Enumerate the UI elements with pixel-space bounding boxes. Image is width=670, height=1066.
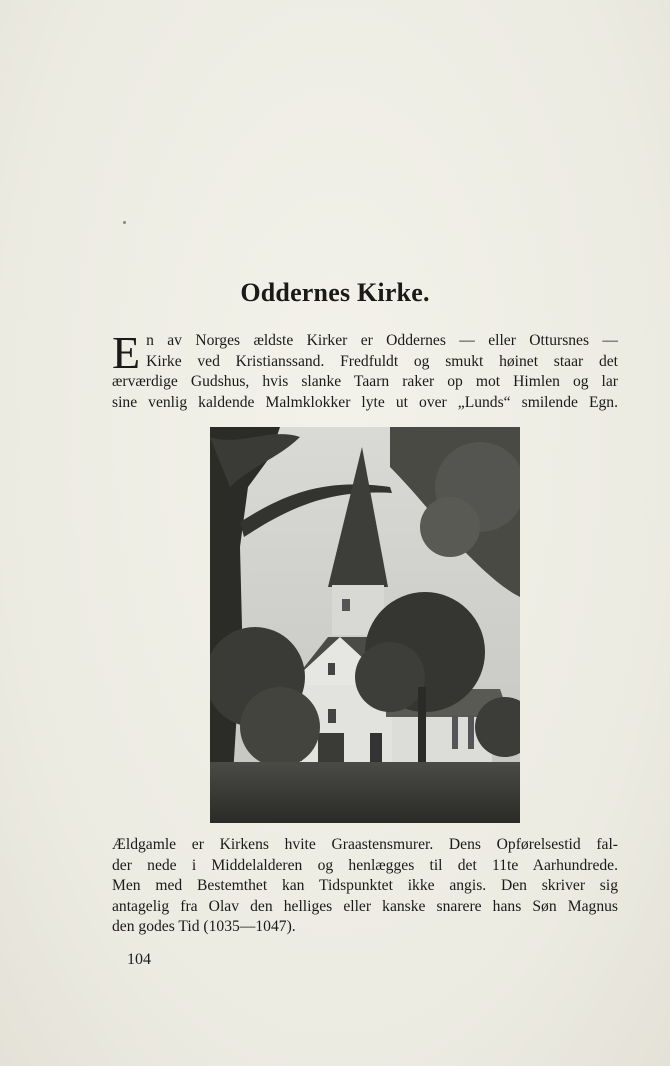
church-photograph (210, 427, 520, 823)
body-line-3: Men med Bestemthet kan Tidspunktet ikke angis. Den skriver sig (112, 877, 618, 894)
drop-cap: E (112, 327, 141, 378)
body-line-1: Ældgamle er Kirkens hvite Graastensmurer. Dens Opførelsestid fal- (112, 836, 618, 853)
body-line-4: antagelig fra Olav den helliges eller kanske snarere hans Søn Magnus (112, 897, 618, 915)
body-line-5: den godes Tid (1035—1047). (112, 918, 296, 935)
page-number: 104 (127, 951, 151, 968)
intro-line-2: Kirke ved Kristianssand. Fredfuldt og smukt høinet staar det (146, 352, 618, 370)
intro-paragraph (112, 327, 618, 413)
intro-line-1: n av Norges ældste Kirker er Oddernes — eller Ottursnes — (146, 332, 618, 349)
intro-line-4: sine venlig kaldende Malmklokker lyte ut over „Lunds“ smilende Egn. (112, 393, 618, 411)
intro-line-3: ærværdige Gudshus, hvis slanke Taarn raker op mot Himlen og lar (112, 373, 618, 390)
page-title: Oddernes Kirke. (240, 278, 430, 307)
body-paragraph (112, 835, 618, 938)
body-line-2: der nede i Middelalderen og henlægges til det 11te Aarhundrede. (112, 856, 618, 874)
paper-speck (123, 221, 126, 224)
